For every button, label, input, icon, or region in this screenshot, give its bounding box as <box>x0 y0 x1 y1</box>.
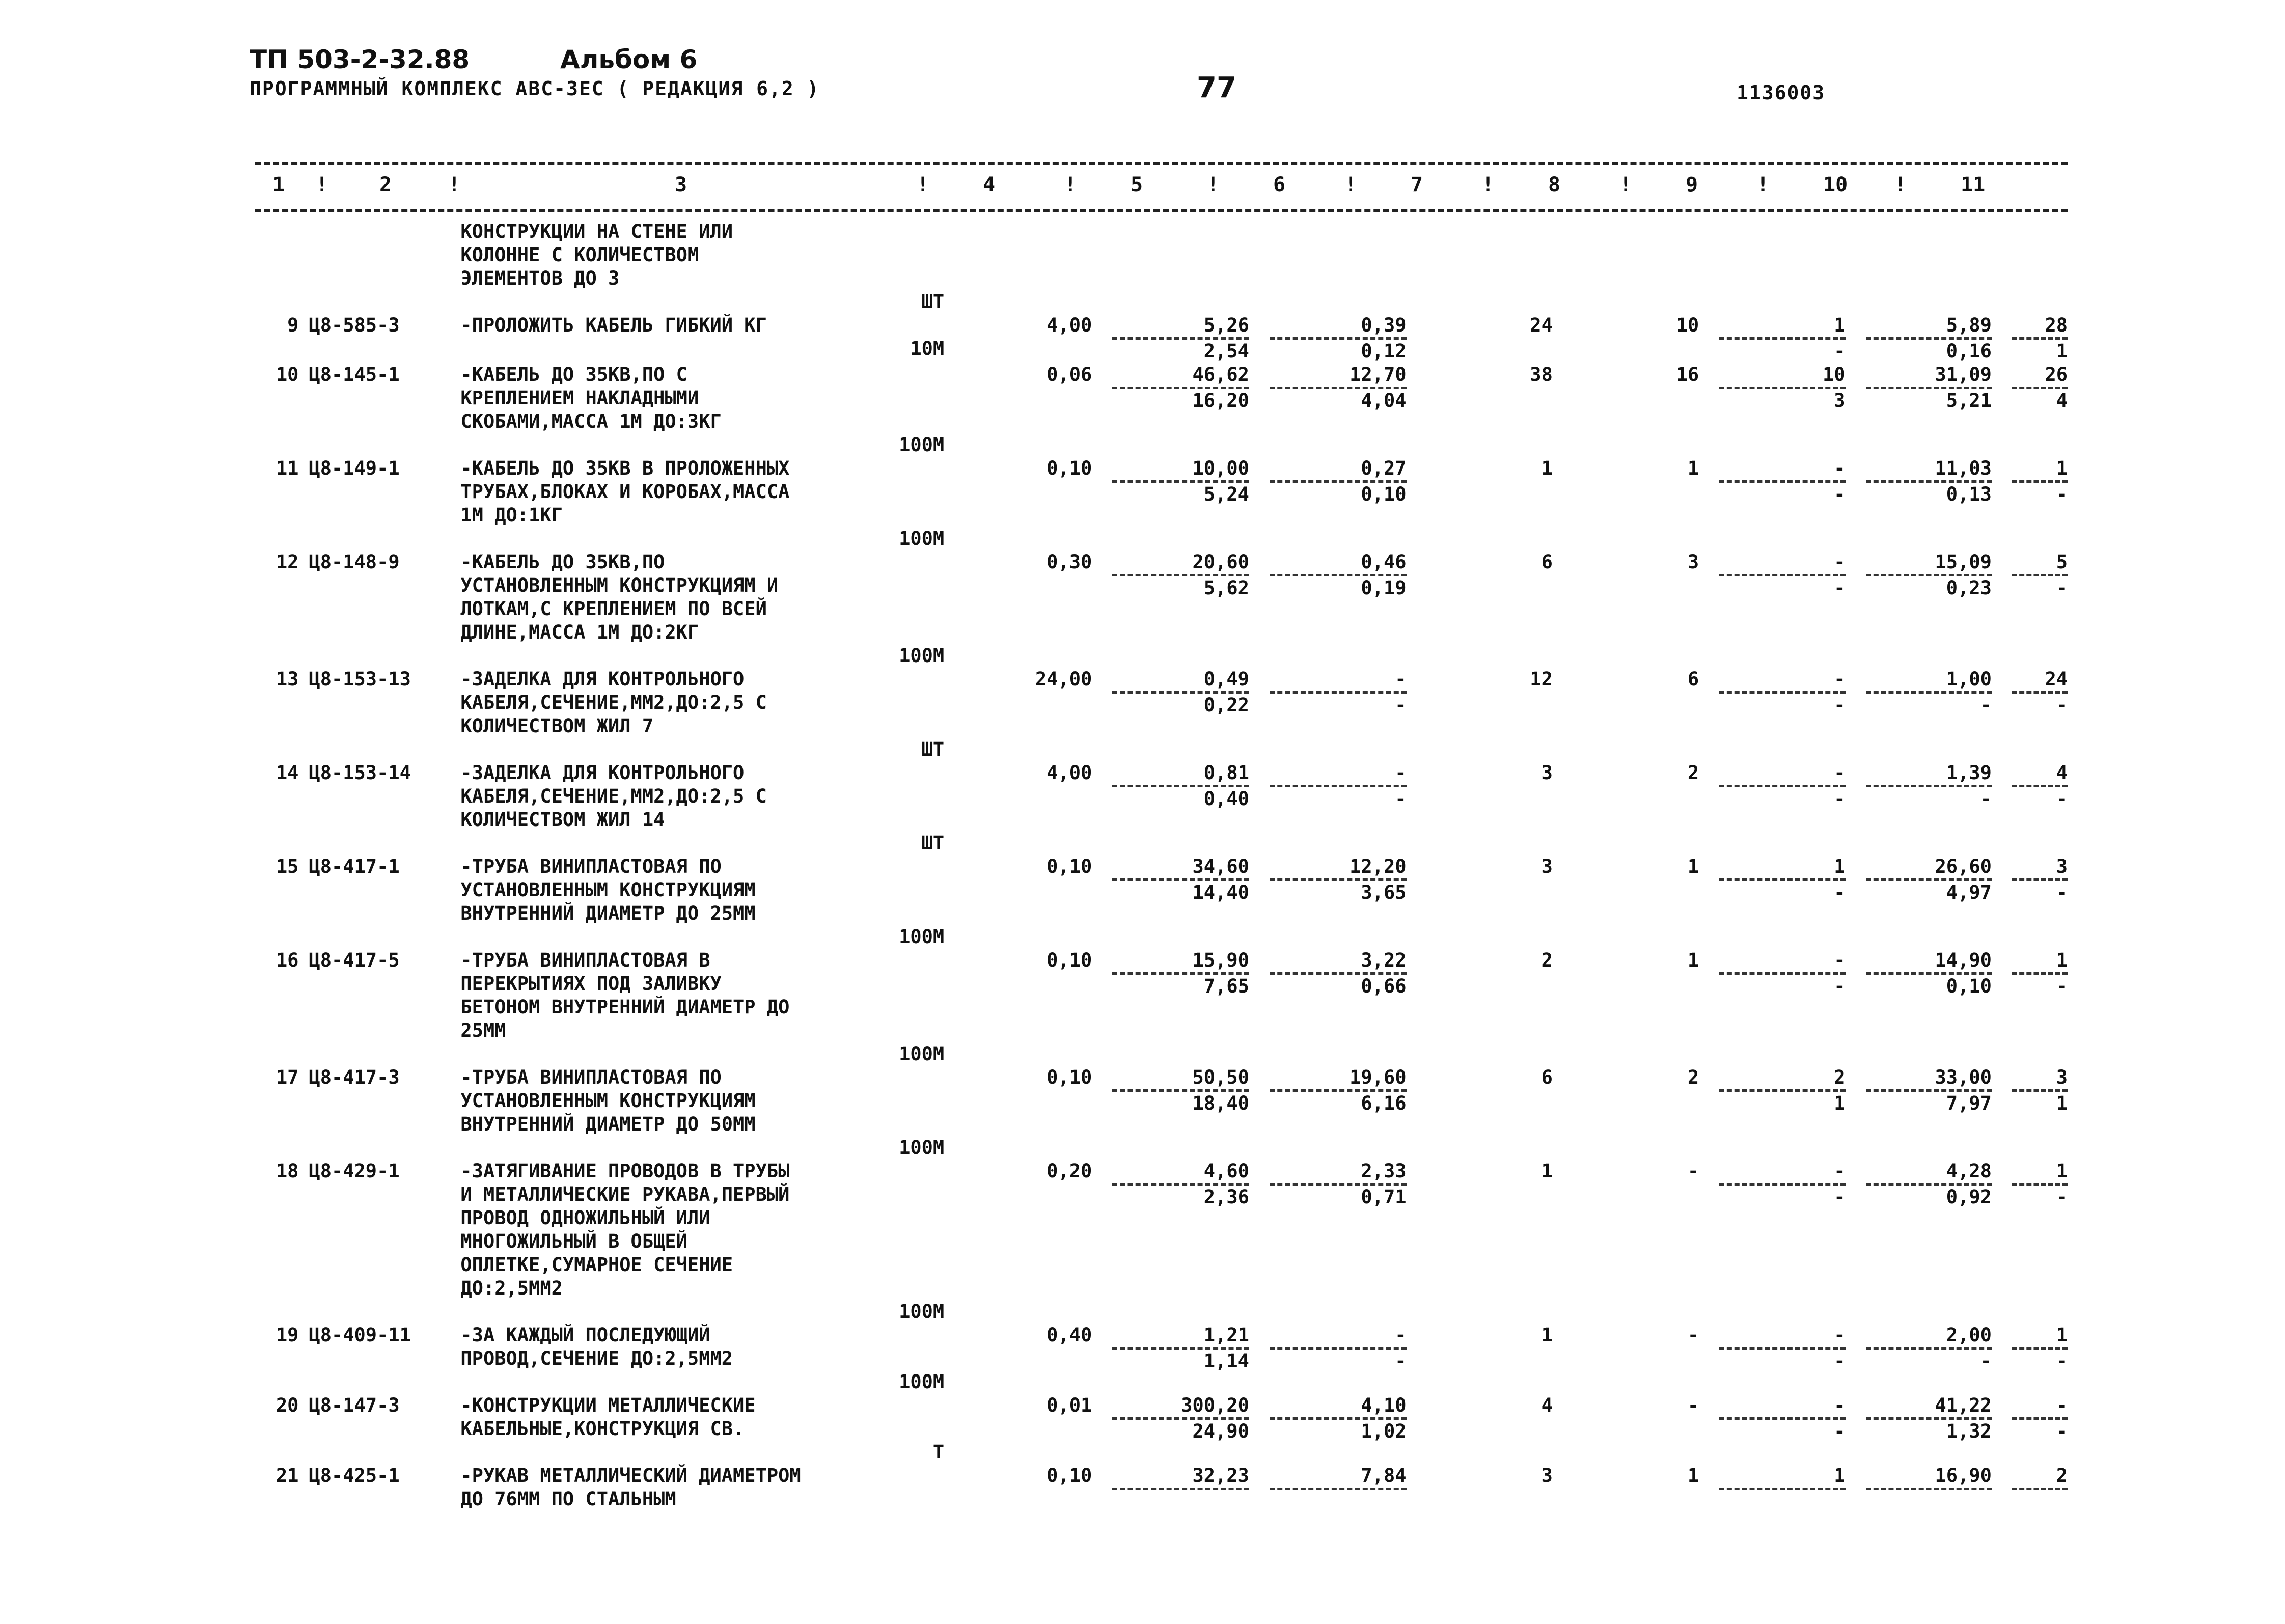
row-number: 18 <box>276 1160 299 1182</box>
column-number-11: 11 <box>1961 173 1986 197</box>
cost-machines: 2,33 0,71 <box>1249 1160 1407 1324</box>
column-9-value: 1 - <box>1699 314 1845 363</box>
cost-total: 10,00 5,24 <box>1092 457 1249 550</box>
table-row <box>255 1464 2068 1511</box>
column-separator: ! <box>1757 173 1770 197</box>
description-line: ОПЛЕТКЕ,СУМАРНОЕ СЕЧЕНИЕ <box>460 1254 733 1276</box>
rate-code: Ц8-417-1 <box>309 856 400 877</box>
cost-machines: 12,20 3,65 <box>1249 855 1407 949</box>
description-line: -КАБЕЛЬ ДО 35КВ,ПО С <box>460 364 687 386</box>
description-line: МНОГОЖИЛЬНЫЙ В ОБЩЕЙ <box>460 1230 687 1252</box>
work-description <box>460 363 965 457</box>
description-line: ДО 76ММ ПО СТАЛЬНЫМ <box>460 1488 676 1510</box>
column-9-value: 10 3 <box>1699 363 1845 457</box>
cost-total: 0,81 0,40 <box>1092 761 1249 855</box>
row-number: 21 <box>276 1465 299 1487</box>
column-7-value: 6 <box>1541 1066 1553 1088</box>
description-line: БЕТОНОМ ВНУТРЕННИЙ ДИАМЕТР ДО <box>460 996 790 1018</box>
table-row <box>255 949 2068 1066</box>
cost-machines: - - <box>1249 761 1407 855</box>
description-line: ПРОВОД,СЕЧЕНИЕ ДО:2,5ММ2 <box>460 1347 733 1369</box>
work-description <box>460 1160 965 1324</box>
column-10-value: 16,90 <box>1846 1464 1992 1511</box>
column-8-value: - <box>1687 1394 1699 1416</box>
table-row <box>255 550 2068 668</box>
cost-total: 4,60 2,36 <box>1092 1160 1249 1324</box>
description-line: -КАБЕЛЬ ДО 35КВ,ПО <box>460 551 665 573</box>
column-8-value: 1 <box>1687 856 1699 877</box>
column-11-value: - - <box>1992 1394 2068 1464</box>
column-7-value: 3 <box>1541 856 1553 877</box>
cost-total: 15,90 7,65 <box>1092 949 1249 1066</box>
description-line: КАБЕЛЯ,СЕЧЕНИЕ,ММ2,ДО:2,5 С <box>460 785 767 807</box>
quantity: 0,10 <box>1047 1066 1092 1088</box>
description-line: -ЗАДЕЛКА ДЛЯ КОНТРОЛЬНОГО <box>460 668 745 690</box>
column-separator: ! <box>917 173 929 197</box>
quantity: 0,10 <box>1047 457 1092 479</box>
description-line: -ЗАДЕЛКА ДЛЯ КОНТРОЛЬНОГО <box>460 762 745 784</box>
column-9-value: 1 - <box>1699 855 1845 949</box>
quantity: 0,10 <box>1047 856 1092 877</box>
column-7-value: 4 <box>1541 1394 1553 1416</box>
quantity: 4,00 <box>1047 314 1092 336</box>
column-number-7: 7 <box>1411 173 1423 197</box>
cost-total: 50,50 18,40 <box>1092 1066 1249 1160</box>
column-9-value: - - <box>1699 949 1845 1066</box>
description-line: ВНУТРЕННИЙ ДИАМЕТР ДО 25ММ <box>460 902 756 924</box>
description-line: СКОБАМИ,МАССА 1М ДО:3КГ <box>460 410 722 432</box>
column-separator: ! <box>1207 173 1220 197</box>
description-line: ВНУТРЕННИЙ ДИАМЕТР ДО 50ММ <box>460 1113 756 1135</box>
quantity: 0,30 <box>1047 551 1092 573</box>
unit-of-measure: 10М <box>910 338 945 360</box>
continuation-text: КОНСТРУКЦИИ НА СТЕНЕ ИЛИ КОЛОННЕ С КОЛИЧЕСТВОМ ЭЛЕМЕНТОВ ДО 3 ШТ <box>460 221 945 313</box>
cost-total: 300,20 24,90 <box>1092 1394 1249 1464</box>
quantity: 0,10 <box>1047 1465 1092 1487</box>
unit-of-measure: 100М <box>899 926 945 948</box>
cost-total: 34,60 14,40 <box>1092 855 1249 949</box>
column-9-value: - - <box>1699 457 1845 550</box>
column-11-value: 3 1 <box>1992 1066 2068 1160</box>
unit-of-measure: ШТ <box>921 832 945 854</box>
rate-code: Ц8-409-11 <box>309 1324 411 1346</box>
cost-total: 46,62 16,20 <box>1092 363 1249 457</box>
cost-total: 1,21 1,14 <box>1092 1324 1249 1394</box>
column-separator: ! <box>1619 173 1632 197</box>
unit-of-measure: 100М <box>899 645 945 667</box>
description-line: -ПРОЛОЖИТЬ КАБЕЛЬ ГИБКИЙ КГ <box>460 314 767 336</box>
description-line: КАБЕЛЬНЫЕ,КОНСТРУКЦИЯ СВ. <box>460 1418 745 1440</box>
cost-machines: 12,70 4,04 <box>1249 363 1407 457</box>
description-line: -КАБЕЛЬ ДО 35КВ В ПРОЛОЖЕННЫХ <box>460 457 790 479</box>
work-description <box>460 457 965 550</box>
cost-total: 32,23 <box>1092 1464 1249 1511</box>
cost-total: 5,26 2,54 <box>1092 314 1249 363</box>
document-code: ТП 503-2-32.88 <box>250 45 470 74</box>
column-8-value: - <box>1687 1160 1699 1182</box>
column-8-value: 1 <box>1687 949 1699 971</box>
column-11-value: 26 4 <box>1992 363 2068 457</box>
description-line: ДО:2,5ММ2 <box>460 1277 563 1299</box>
table-row <box>255 314 2068 363</box>
column-7-value: 3 <box>1541 762 1553 784</box>
cost-total: 20,60 5,62 <box>1092 550 1249 668</box>
description-line: ПЕРЕКРЫТИЯХ ПОД ЗАЛИВКУ <box>460 973 722 995</box>
description-line: -ТРУБА ВИНИПЛАСТОВАЯ ПО <box>460 856 722 877</box>
column-10-value: 11,03 0,13 <box>1846 457 1992 550</box>
row-number: 20 <box>276 1394 299 1416</box>
table-row <box>255 855 2068 949</box>
description-line: -ЗА КАЖДЫЙ ПОСЛЕДУЮЩИЙ <box>460 1324 710 1346</box>
rate-code: Ц8-153-13 <box>309 668 411 690</box>
rate-code: Ц8-145-1 <box>309 364 400 386</box>
column-8-value: 1 <box>1687 457 1699 479</box>
column-number-3: 3 <box>675 173 687 197</box>
column-7-value: 1 <box>1541 1324 1553 1346</box>
rate-code: Ц8-585-3 <box>309 314 400 336</box>
column-11-value: 1 - <box>1992 457 2068 550</box>
column-11-value: 1 - <box>1992 1160 2068 1324</box>
quantity: 24,00 <box>1035 668 1092 690</box>
unit-of-measure: 100М <box>899 1371 945 1393</box>
column-11-value: 2 <box>1992 1464 2068 1511</box>
description-line: ЛОТКАМ,С КРЕПЛЕНИЕМ ПО ВСЕЙ <box>460 598 767 620</box>
description-line: УСТАНОВЛЕННЫМ КОНСТРУКЦИЯМ <box>460 879 756 901</box>
table-row <box>255 1394 2068 1464</box>
table-row <box>255 1160 2068 1324</box>
column-10-value: 41,22 1,32 <box>1846 1394 1992 1464</box>
cost-machines: 4,10 1,02 <box>1249 1394 1407 1464</box>
column-number-2: 2 <box>379 173 392 197</box>
column-10-value: 15,09 0,23 <box>1846 550 1992 668</box>
column-10-value: 14,90 0,10 <box>1846 949 1992 1066</box>
description-line: УСТАНОВЛЕННЫМ КОНСТРУКЦИЯМ И <box>460 574 779 596</box>
column-7-value: 1 <box>1541 457 1553 479</box>
work-description <box>460 314 965 363</box>
column-separator: ! <box>316 173 328 197</box>
column-10-value: 33,00 7,97 <box>1846 1066 1992 1160</box>
description-line: -ТРУБА ВИНИПЛАСТОВАЯ В <box>460 949 710 971</box>
column-7-value: 6 <box>1541 551 1553 573</box>
rate-code: Ц8-149-1 <box>309 457 400 479</box>
cost-machines: - - <box>1249 1324 1407 1394</box>
work-description <box>460 761 965 855</box>
description-line: 25ММ <box>460 1020 506 1041</box>
column-9-value: - - <box>1699 761 1845 855</box>
quantity: 0,01 <box>1047 1394 1092 1416</box>
row-number: 9 <box>287 314 299 336</box>
description-line: 1М ДО:1КГ <box>460 504 563 526</box>
work-description <box>460 1066 965 1160</box>
column-9-value: - - <box>1699 1394 1845 1464</box>
table-row <box>255 761 2068 855</box>
column-7-value: 24 <box>1530 314 1553 336</box>
column-8-value: 6 <box>1687 668 1699 690</box>
column-number-6: 6 <box>1273 173 1286 197</box>
column-11-value: 4 - <box>1992 761 2068 855</box>
column-7-value: 38 <box>1530 364 1553 386</box>
program-title: ПРОГРАММНЫЙ КОМПЛЕКС АВС-ЗЕС ( РЕДАКЦИЯ 6,2 ) <box>250 77 820 100</box>
album-label: Альбом 6 <box>560 45 698 74</box>
column-10-value: 1,39 - <box>1846 761 1992 855</box>
cost-machines: 3,22 0,66 <box>1249 949 1407 1066</box>
rate-code: Ц8-147-3 <box>309 1394 400 1416</box>
quantity: 0,40 <box>1047 1324 1092 1346</box>
column-8-value: 16 <box>1676 364 1699 386</box>
row-number: 14 <box>276 762 299 784</box>
work-description <box>460 550 965 668</box>
work-description <box>460 668 965 761</box>
page-number: 77 <box>1197 71 1236 104</box>
column-11-value: 1 - <box>1992 949 2068 1066</box>
rate-code: Ц8-429-1 <box>309 1160 400 1182</box>
column-10-value: 31,09 5,21 <box>1846 363 1992 457</box>
description-line: КОЛИЧЕСТВОМ ЖИЛ 14 <box>460 809 665 831</box>
rate-code: Ц8-148-9 <box>309 551 400 573</box>
cost-total: 0,49 0,22 <box>1092 668 1249 761</box>
quantity: 0,06 <box>1047 364 1092 386</box>
table-row <box>255 1324 2068 1394</box>
work-description <box>460 1464 965 1511</box>
column-separator: ! <box>1894 173 1907 197</box>
column-separator: ! <box>1064 173 1077 197</box>
row-number: 12 <box>276 551 299 573</box>
unit-of-measure: 100М <box>899 1043 945 1065</box>
header-bottom-rule <box>255 209 2068 212</box>
description-line: КАБЕЛЯ,СЕЧЕНИЕ,ММ2,ДО:2,5 С <box>460 692 767 713</box>
quantity: 0,10 <box>1047 949 1092 971</box>
description-line: И МЕТАЛЛИЧЕСКИЕ РУКАВА,ПЕРВЫЙ <box>460 1183 790 1205</box>
estimate-table <box>255 220 2068 1511</box>
quantity: 4,00 <box>1047 762 1092 784</box>
description-line: -КОНСТРУКЦИИ МЕТАЛЛИЧЕСКИЕ <box>460 1394 756 1416</box>
column-10-value: 2,00 - <box>1846 1324 1992 1394</box>
description-line: УСТАНОВЛЕННЫМ КОНСТРУКЦИЯМ <box>460 1090 756 1112</box>
description-line: КРЕПЛЕНИЕМ НАКЛАДНЫМИ <box>460 387 699 409</box>
rate-code: Ц8-417-3 <box>309 1066 400 1088</box>
description-line: ПРОВОД ОДНОЖИЛЬНЫЙ ИЛИ <box>460 1207 710 1229</box>
row-number: 15 <box>276 856 299 877</box>
column-11-value: 5 - <box>1992 550 2068 668</box>
rate-code: Ц8-425-1 <box>309 1465 400 1487</box>
column-number-9: 9 <box>1686 173 1698 197</box>
row-number: 10 <box>276 364 299 386</box>
unit-of-measure: ШТ <box>921 738 945 760</box>
unit-of-measure: 100М <box>899 528 945 549</box>
row-number: 13 <box>276 668 299 690</box>
column-9-value: 1 <box>1699 1464 1845 1511</box>
column-10-value: 1,00 - <box>1846 668 1992 761</box>
table-row <box>255 1066 2068 1160</box>
column-9-value: - - <box>1699 668 1845 761</box>
quantity: 0,20 <box>1047 1160 1092 1182</box>
cost-machines: 19,60 6,16 <box>1249 1066 1407 1160</box>
work-description <box>460 855 965 949</box>
continuation-row <box>255 220 2068 314</box>
description-line: КОЛИЧЕСТВОМ ЖИЛ 7 <box>460 715 654 737</box>
document-id: 1136003 <box>1737 81 1826 104</box>
column-number-8: 8 <box>1548 173 1561 197</box>
column-7-value: 3 <box>1541 1465 1553 1487</box>
rate-code: Ц8-153-14 <box>309 762 411 784</box>
column-9-value: - - <box>1699 1324 1845 1394</box>
estimate-rows <box>255 314 2068 1511</box>
cost-machines: 0,46 0,19 <box>1249 550 1407 668</box>
column-8-value: - <box>1687 1324 1699 1346</box>
column-10-value: 26,60 4,97 <box>1846 855 1992 949</box>
column-11-value: 28 1 <box>1992 314 2068 363</box>
column-separator: ! <box>448 173 461 197</box>
row-number: 19 <box>276 1324 299 1346</box>
column-7-value: 1 <box>1541 1160 1553 1182</box>
description-line: -ЗАТЯГИВАНИЕ ПРОВОДОВ В ТРУБЫ <box>460 1160 790 1182</box>
table-row <box>255 668 2068 761</box>
row-number: 16 <box>276 949 299 971</box>
column-11-value: 3 - <box>1992 855 2068 949</box>
cost-machines: 7,84 <box>1249 1464 1407 1511</box>
column-number-4: 4 <box>983 173 996 197</box>
cost-machines: 0,39 0,12 <box>1249 314 1407 363</box>
column-9-value: - - <box>1699 550 1845 668</box>
column-separator: ! <box>1344 173 1357 197</box>
column-11-value: 1 - <box>1992 1324 2068 1394</box>
cost-machines: - - <box>1249 668 1407 761</box>
column-9-value: - - <box>1699 1160 1845 1324</box>
column-number-10: 10 <box>1823 173 1848 197</box>
column-9-value: 2 1 <box>1699 1066 1845 1160</box>
column-7-value: 2 <box>1541 949 1553 971</box>
description-line: ДЛИНЕ,МАССА 1М ДО:2КГ <box>460 621 699 643</box>
table-row <box>255 363 2068 457</box>
table-row <box>255 457 2068 550</box>
column-number-1: 1 <box>272 173 285 197</box>
row-number: 17 <box>276 1066 299 1088</box>
column-8-value: 1 <box>1687 1465 1699 1487</box>
work-description <box>460 949 965 1066</box>
row-number: 11 <box>276 457 299 479</box>
unit-of-measure: 100М <box>899 1301 945 1323</box>
column-10-value: 5,89 0,16 <box>1846 314 1992 363</box>
header-top-rule <box>255 162 2068 165</box>
unit-of-measure: 100М <box>899 1137 945 1159</box>
cost-machines: 0,27 0,10 <box>1249 457 1407 550</box>
unit-of-measure: 100М <box>899 434 945 456</box>
column-8-value: 2 <box>1687 762 1699 784</box>
description-line: ТРУБАХ,БЛОКАХ И КОРОБАХ,МАССА <box>460 481 790 503</box>
work-description <box>460 1324 965 1394</box>
column-8-value: 2 <box>1687 1066 1699 1088</box>
column-10-value: 4,28 0,92 <box>1846 1160 1992 1324</box>
work-description <box>460 1394 965 1464</box>
column-11-value: 24 - <box>1992 668 2068 761</box>
description-line: -ТРУБА ВИНИПЛАСТОВАЯ ПО <box>460 1066 722 1088</box>
column-8-value: 10 <box>1676 314 1699 336</box>
column-separator: ! <box>1482 173 1495 197</box>
column-8-value: 3 <box>1687 551 1699 573</box>
description-line: -РУКАВ МЕТАЛЛИЧЕСКИЙ ДИАМЕТРОМ <box>460 1465 801 1487</box>
rate-code: Ц8-417-5 <box>309 949 400 971</box>
unit-of-measure: Т <box>932 1441 945 1463</box>
column-number-5: 5 <box>1131 173 1143 197</box>
column-7-value: 12 <box>1530 668 1553 690</box>
